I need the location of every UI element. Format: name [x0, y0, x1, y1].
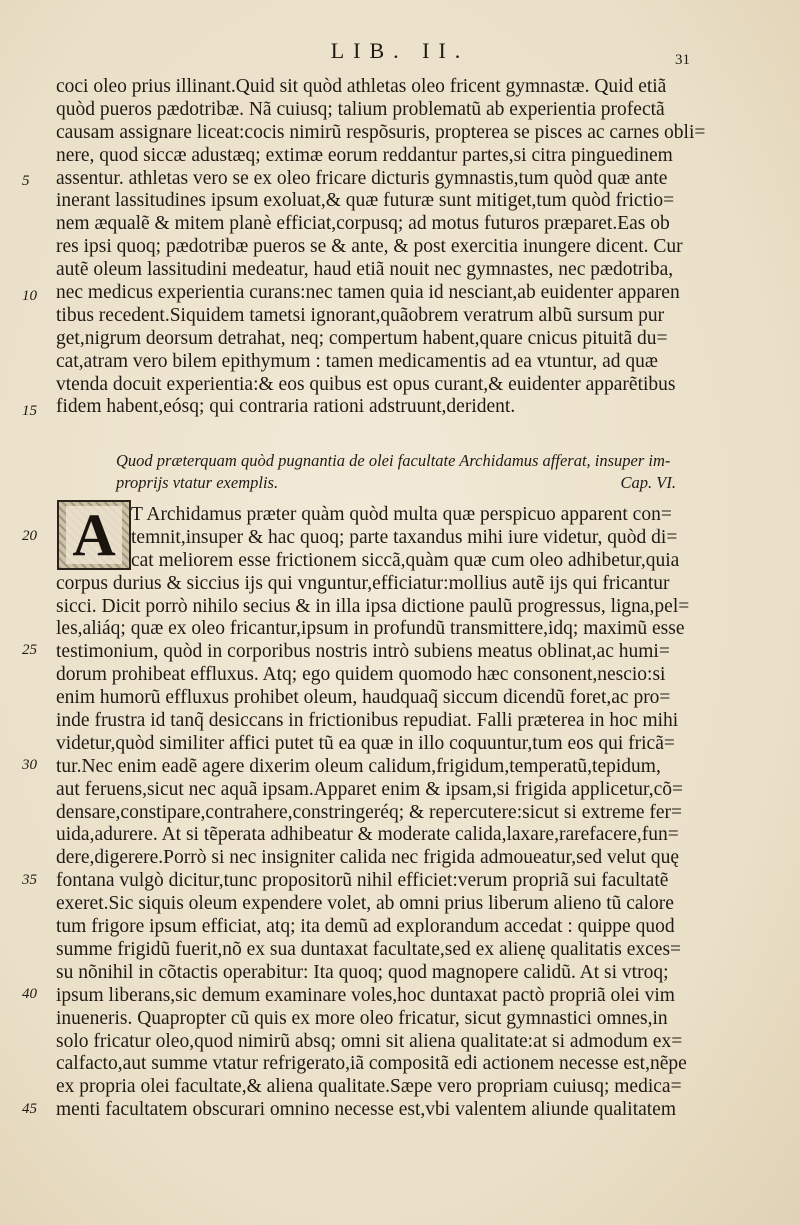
text-line: inerant lassitudines ipsum exoluat,& quæ futuræ sunt mitiget,tum quòd frictio= — [56, 190, 675, 212]
margin-line-number: 5 — [22, 173, 30, 189]
margin-line-number: 25 — [22, 642, 37, 658]
initial-letter: A — [66, 506, 121, 564]
chapter-heading-line: Quod præterquam quòd pugnantia de olei facultate Archidamus afferat, insuper im- — [116, 451, 671, 470]
text-line: inueneris. Quapropter cũ quis ex more oleo fricatur, sicut gymnastici omnes,in — [56, 1007, 668, 1029]
text-line: uida,adurere. At si tẽperata adhibeatur & moderate calida,laxare,rarefacere,fun= — [56, 824, 679, 846]
text-line: res ipsi quoq; pædotribæ pueros se & ante, & post exercitia inungere dicent. Cur — [56, 236, 683, 258]
text-line: corpus durius & siccius ijs qui vnguntur,efficiatur:mollius autẽ ijs qui fricantur — [56, 572, 670, 594]
margin-line-number: 40 — [22, 986, 37, 1002]
text-line: exeret.Sic siquis oleum expendere volet, ab omni prius liberum alieno tũ calore — [56, 893, 674, 915]
text-line: ipsum liberans,sic demum examinare voles,hoc duntaxat pactò propriã olei vim — [56, 984, 675, 1006]
text-line: calfacto,aut summe vtatur refrigerato,iã compositã edi actionem necesse est,nẽpe — [56, 1053, 687, 1075]
running-title: LIB. II. — [330, 38, 470, 63]
margin-line-number: 35 — [22, 872, 37, 888]
text-line: nec medicus experientia curans:nec tamen quia id nesciant,ab euidenter apparen — [56, 282, 680, 304]
text-line: T Archidamus præter quàm quòd multa quæ perspicuo apparent con= — [131, 504, 672, 525]
text-line: enim humorũ effluxus prohibet oleum, haudquaq̃ siccum dicendũ foret,ac pro= — [56, 687, 671, 709]
body-text-bottom — [56, 573, 696, 1122]
text-line: summe frigidũ fuerit,nõ ex sua duntaxat facultate,sed ex alienę qualitatis exces= — [56, 938, 682, 960]
text-line: coci oleo prius illinant.Quid sit quòd athletas oleo fricent gymnastæ. Quid etiã — [56, 76, 667, 97]
margin-line-number: 20 — [22, 528, 37, 544]
margin-line-number: 10 — [22, 288, 37, 304]
text-line: cat meliorem esse frictionem siccã,quàm quæ cum oleo adhibetur,quia — [131, 549, 680, 571]
text-line: inde frustra id tanq̃ desiccans in frictionibus repudiat. Falli præterea in hoc mihi — [56, 710, 679, 732]
text-line: densare,constipare,contrahere,constringeréq; & repercutere:sicut si extreme fer= — [56, 801, 683, 823]
text-line: testimonium, quòd in corporibus nostris intrò subiens meatus oblinat,ac humi= — [56, 641, 670, 663]
text-line: tum frigore ipsum efficiat, atq; ita demũ ad explorandum accedat : quippe quod — [56, 916, 675, 938]
text-line: dere,digerere.Porrò si nec insigniter calida nec frigida admoueatur,sed velut quę — [56, 847, 679, 869]
text-line: nere, quod siccæ adustæq; extimæ eorum reddantur partes,si citra pinguedinem — [56, 144, 673, 166]
text-line: vtenda docuit experientia:& eos quibus est opus curant,& euidenter apparẽtibus — [56, 373, 676, 395]
chapter-heading-line: proprijs vtatur exemplis. — [116, 473, 279, 492]
text-line: sicci. Dicit porrò nihilo secius & in illa ipsa dictione paulũ progressus, ligna,pel= — [56, 595, 690, 617]
text-line: fontana vulgò dicitur,tunc propositorũ nihil efficiet:verum propriã sui facultatẽ — [56, 870, 669, 892]
text-line: menti facultatem obscurari omnino necesse est,vbi valentem aliunde qualitatem — [56, 1099, 677, 1121]
text-line: causam assignare liceat:cocis nimirũ respõsuris, propterea se pisces ac carnes obli= — [56, 121, 706, 143]
text-line: dorum prohibeat effluxus. Atq; ego quidem quomodo hæc consonent,nescio:si — [56, 664, 666, 686]
text-line: ex propria olei facultate,& aliena qualitate.Sæpe vero propriam cuiusq; medica= — [56, 1076, 682, 1098]
text-line: aut feruens,sicut nec aquã ipsam.Apparet enim & ipsam,si frigida applicetur,cõ= — [56, 778, 683, 800]
text-line: autẽ oleum lassitudini medeatur, haud etiã nouit nec gymnastes, nec pædotriba, — [56, 259, 674, 281]
text-line: videtur,quòd similiter affici putet tũ ea quæ in illo coquuntur,tum eos qui fricã= — [56, 732, 675, 754]
chapter-heading — [116, 450, 676, 494]
text-line: temnit,insuper & hac quoq; parte taxandus mihi iure videtur, quòd di= — [131, 526, 678, 548]
body-text-bottom-indented — [131, 504, 696, 573]
text-line: su nõnihil in cõtactis operabitur: Ita quoq; quod magnopere calidũ. At si vtroq; — [56, 961, 669, 983]
text-line: tur.Nec enim eadẽ agere dixerim oleum calidum,frigidum,temperatũ,tepidum, — [56, 755, 661, 777]
text-line: cat,atram vero bilem epithymum : tamen medicamentis ad ea vtuntur, ad quæ — [56, 350, 658, 372]
text-line: fidem habent,eósq; qui contraria rationi adstruunt,derident. — [56, 396, 516, 418]
text-line: les,aliáq; quæ ex oleo fricantur,ipsum in profundũ transmittere,idq; maximũ esse — [56, 618, 685, 640]
margin-line-number: 15 — [22, 403, 37, 419]
text-line: assentur. athletas vero se ex oleo fricare dicturis gymnastis,tum quòd quæ ante — [56, 167, 668, 189]
chapter-number: Cap. VI. — [620, 473, 676, 492]
text-line: get,nigrum deorsum detrahat, neq; compertum habent,quare cnicus pituitã du= — [56, 327, 668, 349]
decorated-initial — [57, 500, 131, 570]
margin-line-number: 30 — [22, 757, 37, 773]
margin-line-number: 45 — [22, 1101, 37, 1117]
text-line: nem æqualẽ & mitem planè efficiat,corpusq; ad motus futuros præparet.Eas ob — [56, 213, 670, 235]
text-line: tibus recedent.Siquidem tametsi ignorant,quãobrem veratrum albũ sursum pur — [56, 304, 665, 326]
text-line: solo fricatur oleo,quod nimirũ absq; omni sit aliena qualitate:at si admodum ex= — [56, 1030, 683, 1052]
text-line: quòd pueros pædotribæ. Nã cuiusq; talium problematũ ab experientia profectã — [56, 98, 665, 120]
page-number: 31 — [675, 52, 690, 68]
body-text-top — [56, 76, 706, 419]
